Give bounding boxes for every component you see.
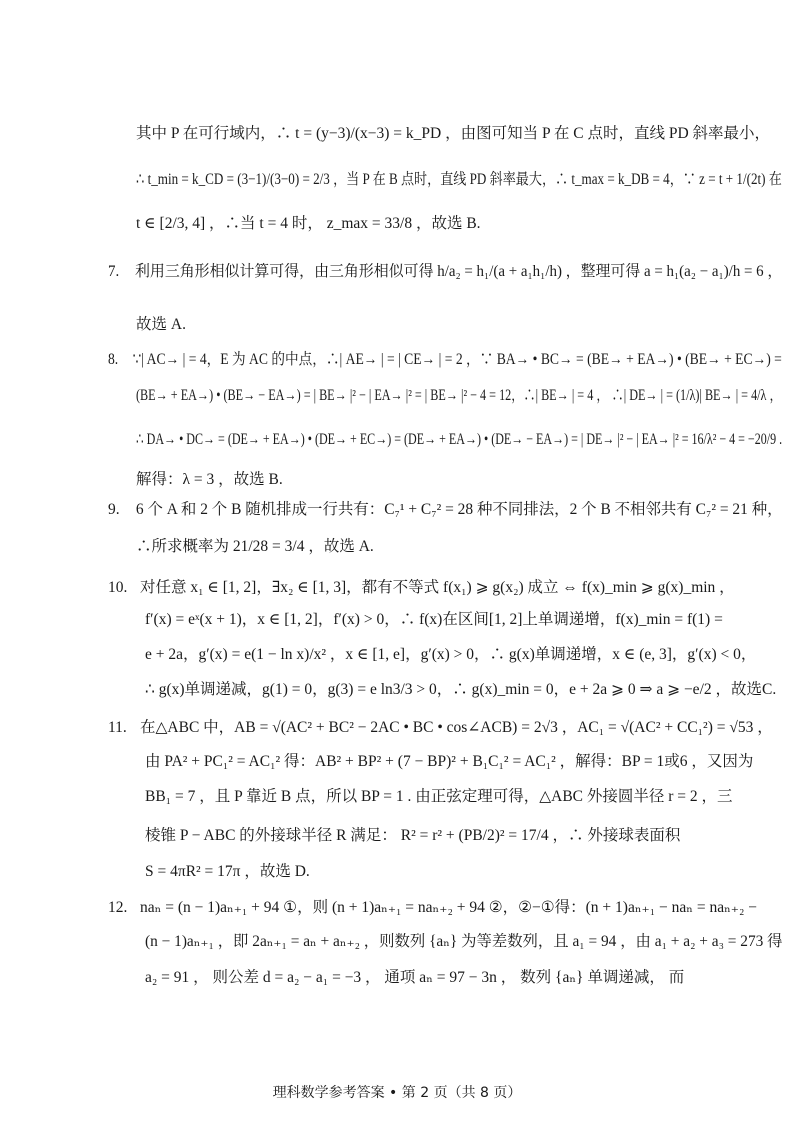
- text-line: [145, 680, 776, 700]
- question-number: 8.: [108, 351, 119, 368]
- line-text: 6 个 A 和 2 个 B 随机排成一行共有：C₇¹ + C₇² = 28 种不同排法，2 个 B 不相邻共有 C₇² = 21 种，: [135, 501, 783, 518]
- line-text: 利用三角形相似计算可得，由三角形相似可得 h/a₂ = h₁/(a + a₁h₁/h) ，整理可得 a = h₁(a₂ − a₁)/h = 6 ，: [134, 263, 783, 280]
- line-text: (BE→ + EA→) • (BE→ − EA→) = | BE→ |² − | EA→ |² = | BE→ |² − 4 = 12，∴| BE→ | = 4 ， ∴| DE→ | = (1/λ)| BE→ | = 4/λ ，: [136, 387, 782, 404]
- line-text: a₂ = 91 ， 则公差 d = a₂ − a₁ = −3 ， 通项 aₙ = 97 − 3n ， 数列 {aₙ} 单调递减， 而: [145, 969, 685, 986]
- text-line: [136, 430, 782, 450]
- line-text: t ∈ [2/3, 4] ，∴当 t = 4 时， z_max = 33/8 ，故选 B.: [136, 215, 481, 232]
- line-text: ∵| AC→ | = 4，E 为 AC 的中点，∴| AE→ | = | CE→ | = 2 ，∵ BA→ • BC→ = (BE→ + EA→) • (BE→ + EC→) =: [132, 351, 782, 368]
- text-line: [136, 124, 770, 144]
- text-line: [145, 645, 756, 665]
- question-number: 7.: [108, 263, 120, 280]
- line-text: f′(x) = eˣ(x + 1)，x ∈ [1, 2]，f′(x) > 0，∴ f(x)在区间[1, 2]上单调递增，f(x)_min = f(1) =: [145, 611, 723, 628]
- line-text: BB₁ = 7 ，且 P 靠近 B 点，所以 BP = 1 . 由正弦定理可得，△ABC 外接圆半径 r = 2 ，三: [145, 788, 733, 805]
- line-text: ∴所求概率为 21/28 = 3/4 ，故选 A.: [136, 538, 374, 555]
- line-text: S = 4πR² = 17π ，故选 D.: [145, 863, 310, 880]
- text-line: [145, 862, 310, 882]
- line-text: ∴ DA→ • DC→ = (DE→ + EA→) • (DE→ + EC→) = (DE→ + EA→) • (DE→ − EA→) = | DE→ |² − | EA→ |² = 16/λ² − 4 = −20/9 .: [136, 431, 783, 448]
- line-text: naₙ = (n − 1)aₙ₊₁ + 94 ①，则 (n + 1)aₙ₊₁ = naₙ₊₂ + 94 ②，②−①得：(n + 1)aₙ₊₁ − naₙ = naₙ₊₂ −: [140, 899, 757, 916]
- question-number: 10.: [108, 579, 128, 596]
- text-line: [145, 826, 680, 846]
- text-line: [145, 932, 783, 952]
- text-line: [136, 537, 374, 557]
- text-line: [136, 315, 186, 335]
- text-line: [145, 968, 684, 988]
- question-line: [108, 898, 757, 918]
- text-line: [136, 470, 283, 490]
- page-footer: 理科数学参考答案 • 第 2 页（共 8 页）: [272, 1085, 522, 1101]
- line-text: 其中 P 在可行域内，∴ t = (y−3)/(x−3) = k_PD ，由图可知当 P 在 C 点时，直线 PD 斜率最小，: [136, 125, 771, 142]
- line-text: ∴ g(x)单调递减，g(1) = 0，g(3) = e ln3/3 > 0，∴ g(x)_min = 0，e + 2a ⩾ 0 ⇒ a ⩾ −e/2 ，故选C.: [145, 681, 777, 698]
- line-text: (n − 1)aₙ₊₁ ，即 2aₙ₊₁ = aₙ + aₙ₊₂ ，则数列 {aₙ} 为等差数列，且 a₁ = 94 ，由 a₁ + a₂ + a₃ = 273 得: [145, 933, 783, 950]
- question-line: [108, 500, 783, 520]
- question-number: 11.: [108, 719, 127, 736]
- line-text: 由 PA² + PC₁² = AC₁² 得：AB² + BP² + (7 − BP)² + B₁C₁² = AC₁² ，解得：BP = 1或6 ，又因为: [145, 753, 754, 770]
- line-text: 故选 A.: [136, 316, 186, 333]
- text-line: [145, 610, 723, 630]
- question-line: [108, 578, 735, 598]
- line-text: 在△ABC 中，AB = √(AC² + BC² − 2AC • BC • cos∠ACB) = 2√3 ，AC₁ = √(AC² + CC₁²) = √53 ，: [140, 719, 773, 736]
- text-line: [136, 214, 481, 234]
- text-line: [136, 386, 782, 406]
- line-text: 棱锥 P − ABC 的外接球半径 R 满足： R² = r² + (PB/2)² = 17/4 ，∴ 外接球表面积: [145, 827, 681, 844]
- text-line: [145, 787, 733, 807]
- text-line: [145, 752, 753, 772]
- question-number: 9.: [108, 501, 120, 518]
- question-number: 12.: [108, 899, 128, 916]
- line-text: 解得：λ = 3 ，故选 B.: [136, 471, 283, 488]
- line-text: ∴ t_min = k_CD = (3−1)/(3−0) = 2/3 ，当 P 在 B 点时，直线 PD 斜率最大，∴ t_max = k_DB = 4，∵ z = t + 1/(2t) 在: [136, 171, 782, 188]
- line-text: e + 2a，g′(x) = e(1 − ln x)/x² ，x ∈ [1, e]，g′(x) > 0，∴ g(x)单调递增，x ∈ (e, 3]，g′(x) < 0，: [145, 646, 757, 663]
- question-line: [108, 350, 782, 370]
- question-line: [108, 262, 782, 282]
- question-line: [108, 718, 773, 738]
- text-line: [136, 170, 782, 190]
- line-text: 对任意 x₁ ∈ [1, 2]，∃x₂ ∈ [1, 3]，都有不等式 f(x₁) ⩾ g(x₂) 成立 ⇔ f(x)_min ⩾ g(x)_min ，: [140, 579, 735, 596]
